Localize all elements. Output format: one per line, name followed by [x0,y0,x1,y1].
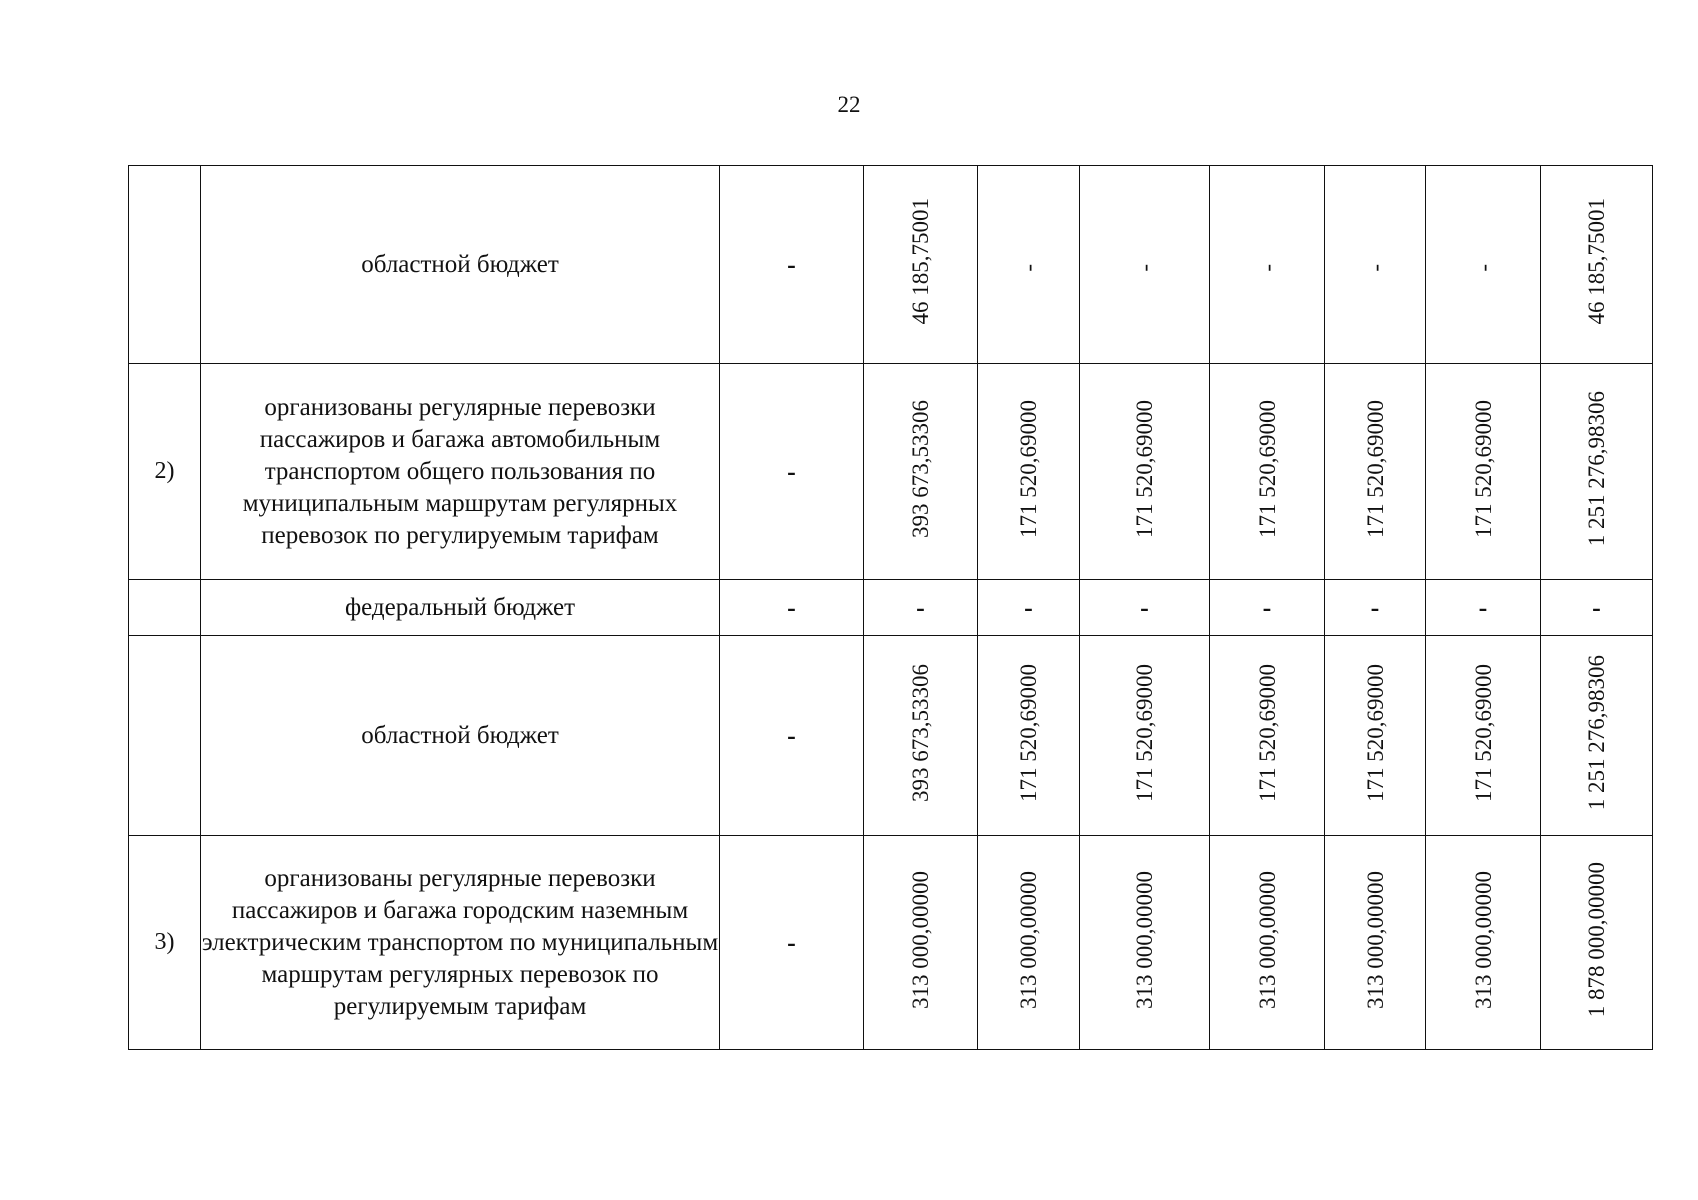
value-cell: - [1541,580,1653,636]
value-text: 313 000,00000 [1254,870,1280,1009]
value-text: 171 520,69000 [1132,399,1157,538]
value-cell [978,636,1080,836]
value-text: 171 520,69000 [1362,663,1388,802]
row-description: федеральный бюджет [201,580,720,636]
value-text: 313 000,00000 [1132,870,1157,1009]
value-text: 171 520,69000 [1254,663,1280,802]
value-cell [1325,364,1426,580]
table-row [129,364,1653,580]
value-cell [1080,636,1210,836]
table-row [129,580,1653,636]
value-text: - [1132,263,1157,272]
row-description: организованы регулярные перевозки пассажиров и багажа автомобильным транспортом общего пользования по муниципальным маршрутам регулярных перевозок по регулируемым тарифам [201,364,720,580]
value-cell [1325,636,1426,836]
value-cell [1325,166,1426,364]
value-cell [1541,836,1653,1050]
row-description: областной бюджет [201,636,720,836]
table-row [129,636,1653,836]
value-cell [864,836,978,1050]
value-text: 46 185,75001 [1584,198,1609,325]
value-cell: - [1210,580,1325,636]
row-col3: - [720,636,864,836]
row-col3: - [720,580,864,636]
value-text: 171 520,69000 [1016,399,1041,538]
value-cell [1541,166,1653,364]
value-text: 171 520,69000 [1470,399,1496,538]
value-cell [1426,636,1541,836]
table-row [129,166,1653,364]
value-cell [864,636,978,836]
value-cell [1325,836,1426,1050]
value-cell [978,166,1080,364]
row-col3: - [720,364,864,580]
row-col3: - [720,836,864,1050]
value-cell: - [1426,580,1541,636]
value-cell [1080,166,1210,364]
value-text: 313 000,00000 [1470,870,1496,1009]
value-cell [1210,166,1325,364]
value-cell [1541,636,1653,836]
value-cell [1426,836,1541,1050]
value-text: 171 520,69000 [1016,663,1041,802]
value-cell [864,364,978,580]
value-text: 313 000,00000 [1016,870,1041,1009]
value-text: - [1016,263,1041,272]
value-text: 1 251 276,98306 [1584,390,1609,547]
value-text: - [1254,263,1280,272]
value-cell [1210,636,1325,836]
value-text: 171 520,69000 [1470,663,1496,802]
value-text: 171 520,69000 [1362,399,1388,538]
table-row [129,836,1653,1050]
value-text: 1 251 276,98306 [1584,654,1609,811]
value-cell [1426,364,1541,580]
value-cell [1541,364,1653,580]
value-text: 313 000,00000 [1362,870,1388,1009]
row-description: организованы регулярные перевозки пассажиров и багажа городским наземным электрическим транспортом по муниципальным маршрутам регулярных перевозок по регулируемым тарифам [201,836,720,1050]
row-col3: - [720,166,864,364]
row-number [129,636,201,836]
value-cell [1210,836,1325,1050]
value-cell: - [864,580,978,636]
value-text: - [1362,263,1388,272]
budget-table [128,165,1653,1050]
value-cell [864,166,978,364]
value-text: 171 520,69000 [1132,663,1157,802]
value-cell: - [1325,580,1426,636]
row-number: 3) [129,836,201,1050]
value-cell [1080,364,1210,580]
page-number: 22 [837,92,861,117]
value-cell [1080,836,1210,1050]
value-cell [978,836,1080,1050]
value-text: 46 185,75001 [908,198,933,325]
value-text: 393 673,53306 [908,399,933,538]
row-number: 2) [129,364,201,580]
row-number [129,580,201,636]
value-cell: - [1080,580,1210,636]
value-cell [1426,166,1541,364]
value-cell [1210,364,1325,580]
row-number [129,166,201,364]
value-text: 1 878 000,00000 [1584,861,1609,1018]
value-text: - [1470,263,1496,272]
value-text: 393 673,53306 [908,663,933,802]
value-cell: - [978,580,1080,636]
row-description: областной бюджет [201,166,720,364]
value-text: 313 000,00000 [908,870,933,1009]
value-cell [978,364,1080,580]
value-text: 171 520,69000 [1254,399,1280,538]
